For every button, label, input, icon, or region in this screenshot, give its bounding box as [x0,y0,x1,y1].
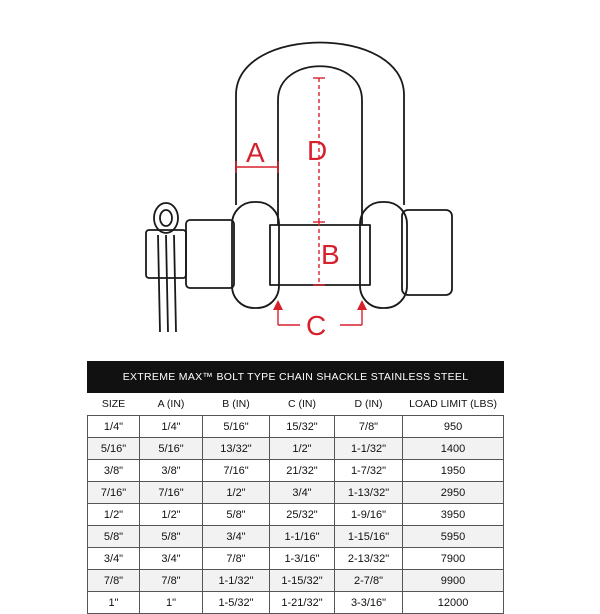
cell-b: 1-5/32" [203,592,270,614]
cell-c: 15/32" [270,416,335,438]
cell-load-limit: 950 [403,416,504,438]
cell-c: 1-15/32" [270,570,335,592]
cell-c: 1-3/16" [270,548,335,570]
table-title-row [88,362,504,393]
cell-d: 7/8" [335,416,403,438]
table-row [88,570,504,592]
cell-a: 5/16" [140,438,203,460]
cell-d: 1-9/16" [335,504,403,526]
cell-d: 1-15/16" [335,526,403,548]
cell-size: 7/8" [88,570,140,592]
table-row [88,526,504,548]
cell-b: 5/16" [203,416,270,438]
cell-b: 1/2" [203,482,270,504]
table-title: EXTREME MAX™ BOLT TYPE CHAIN SHACKLE STAINLESS STEEL [88,362,504,393]
cell-a: 7/16" [140,482,203,504]
cell-b: 5/8" [203,504,270,526]
header-c: C (IN) [270,393,335,416]
cell-c: 1/2" [270,438,335,460]
cell-a: 1" [140,592,203,614]
dimension-label-d: D [307,135,328,166]
cell-a: 3/8" [140,460,203,482]
cell-d: 3-3/16" [335,592,403,614]
table-row [88,548,504,570]
cell-d: 1-1/32" [335,438,403,460]
cell-load-limit: 7900 [403,548,504,570]
cell-load-limit: 12000 [403,592,504,614]
cell-d: 1-7/32" [335,460,403,482]
header-load-limit: LOAD LIMIT (LBS) [403,393,504,416]
cell-size: 5/8" [88,526,140,548]
cell-c: 25/32" [270,504,335,526]
cell-a: 3/4" [140,548,203,570]
cell-load-limit: 9900 [403,570,504,592]
dimension-label-a: A [246,137,265,168]
cell-a: 7/8" [140,570,203,592]
header-d: D (IN) [335,393,403,416]
cell-b: 13/32" [203,438,270,460]
table-row [88,460,504,482]
table-body [88,416,504,614]
cell-d: 2-7/8" [335,570,403,592]
table-row [88,416,504,438]
dimension-label-c: C [306,310,327,341]
table-row [88,592,504,614]
cell-c: 21/32" [270,460,335,482]
cell-size: 3/8" [88,460,140,482]
shackle-outline [146,43,452,333]
cell-load-limit: 1950 [403,460,504,482]
cell-load-limit: 1400 [403,438,504,460]
table-header-row [88,393,504,416]
header-a: A (IN) [140,393,203,416]
cell-a: 1/2" [140,504,203,526]
header-size: SIZE [88,393,140,416]
cell-load-limit: 5950 [403,526,504,548]
table-row [88,504,504,526]
cell-d: 1-13/32" [335,482,403,504]
cell-size: 1/2" [88,504,140,526]
table-row [88,482,504,504]
cell-b: 1-1/32" [203,570,270,592]
cell-c: 1-21/32" [270,592,335,614]
cell-c: 1-1/16" [270,526,335,548]
cell-load-limit: 3950 [403,504,504,526]
cell-d: 2-13/32" [335,548,403,570]
cell-c: 3/4" [270,482,335,504]
cell-a: 1/4" [140,416,203,438]
table-row [88,438,504,460]
spec-table [87,361,504,614]
cell-size: 1/4" [88,416,140,438]
cell-b: 7/16" [203,460,270,482]
header-b: B (IN) [203,393,270,416]
cell-a: 5/8" [140,526,203,548]
cell-size: 7/16" [88,482,140,504]
cell-b: 3/4" [203,526,270,548]
cell-size: 1" [88,592,140,614]
cell-size: 3/4" [88,548,140,570]
cell-b: 7/8" [203,548,270,570]
dimension-label-b: B [321,239,340,270]
cell-size: 5/16" [88,438,140,460]
cell-load-limit: 2950 [403,482,504,504]
